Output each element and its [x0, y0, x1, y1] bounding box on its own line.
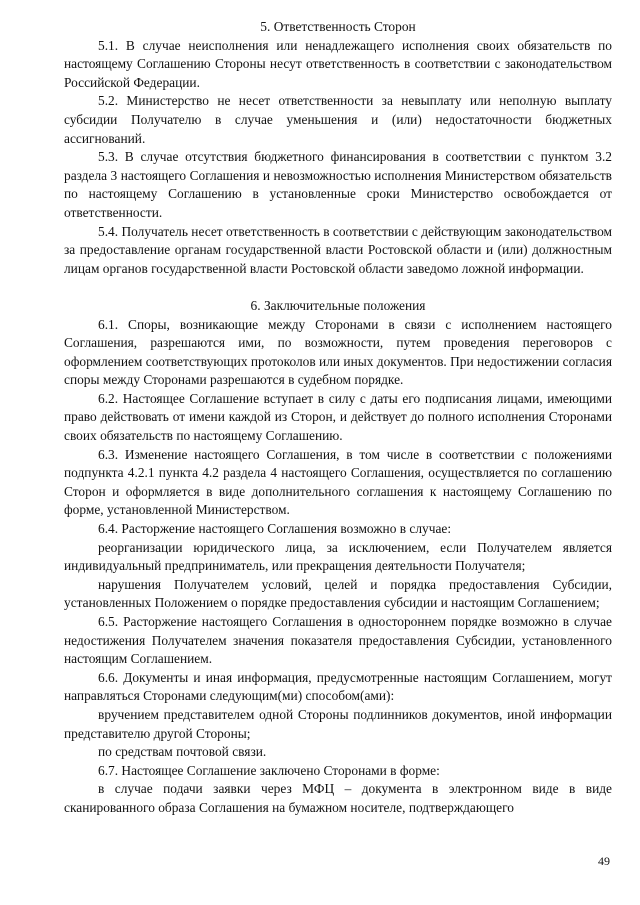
paragraph-6-4: 6.4. Расторжение настоящего Соглашения возможно в случае: — [98, 521, 452, 537]
paragraph-6-3: 6.3. Изменение настоящего Соглашения, в том числе в соответствии с положениями подпункта 4.2.1 пункта 4.2 раздела 4 настоящего Соглашения, осуществляется по соглашению Сторон и оформляется в виде дополнительного соглашения к настоящему Соглашению по форме, установленной Министерством. — [64, 446, 612, 518]
paragraph-5-1: 5.1. В случае неисполнения или ненадлежащего исполнения своих обязательств по настоящему Соглашению Стороны несут ответственность в соответствии с законодательством Российской Федерации. — [64, 37, 612, 90]
paragraph-6-2: 6.2. Настоящее Соглашение вступает в силу с даты его подписания лицами, имеющими право действовать от имени каждой из Сторон, и действует до полного исполнения Сторонами своих обязательств по настоящему Соглашению. — [64, 390, 612, 444]
paragraph-6-4-item-1: реорганизации юридического лица, за исключением, если Получателем является индивидуальный предприниматель, или прекращения деятельности Получателя; — [64, 539, 612, 574]
section-5-title: 5. Ответственность Сторон — [260, 19, 416, 34]
paragraph-6-4-item-2: нарушения Получателем условий, целей и порядка предоставления Субсидии, установленных Положением о порядке предоставления субсидии и настоящим Соглашением; — [64, 576, 612, 611]
paragraph-6-7-item-1: в случае подачи заявки через МФЦ – документа в электронном виде в виде сканированного образа Соглашения на бумажном носителе, подтверждающего — [64, 781, 612, 815]
page-number: 49 — [598, 854, 610, 868]
paragraph-5-4: 5.4. Получатель несет ответственность в соответствии с действующим законодательством за предоставление органам государственной власти Ростовской области и (или) должностным лицам органов государственной власти Ростовской области заведомо ложной информации. — [64, 223, 612, 276]
section-6-title: 6. Заключительные положения — [250, 297, 426, 313]
paragraph-6-6-item-2: по средствам почтовой связи. — [98, 744, 267, 760]
paragraph-6-1: 6.1. Споры, возникающие между Сторонами в связи с исполнением настоящего Соглашения, разрешаются ими, по возможности, путем проведения переговоров с оформлением соответствующих протоколов или иных документов. При недостижении согласия споры между Сторонами разрешаются в судебном порядке. — [64, 316, 612, 388]
paragraph-6-5: 6.5. Расторжение настоящего Соглашения в одностороннем порядке возможно в случае недостижения Получателем значения показателя предоставления Субсидии, установленного настоящим Соглашением. — [64, 614, 612, 667]
paragraph-6-6: 6.6. Документы и иная информация, предусмотренные настоящим Соглашением, могут направляться Сторонами следующим(ми) способом(ами): — [64, 669, 612, 704]
document-page — [64, 18, 612, 818]
paragraph-6-6-item-1: вручением представителем одной Стороны подлинников документов, иной информации представителю другой Стороны; — [64, 706, 612, 741]
paragraph-6-7: 6.7. Настоящее Соглашение заключено Сторонами в форме: — [98, 762, 440, 778]
paragraph-5-3: 5.3. В случае отсутствия бюджетного финансирования в соответствии с пунктом 3.2 раздела 3 настоящего Соглашения и невозможностью исполнения Министерством обязательств по настоящему Соглашению в установленные сроки Министерство освобождается от ответственности. — [64, 149, 612, 220]
paragraph-5-2: 5.2. Министерство не несет ответственности за невыплату или неполную выплату субсидии Получателю в случае уменьшения и (или) недостаточности бюджетных ассигнований. — [64, 93, 612, 146]
